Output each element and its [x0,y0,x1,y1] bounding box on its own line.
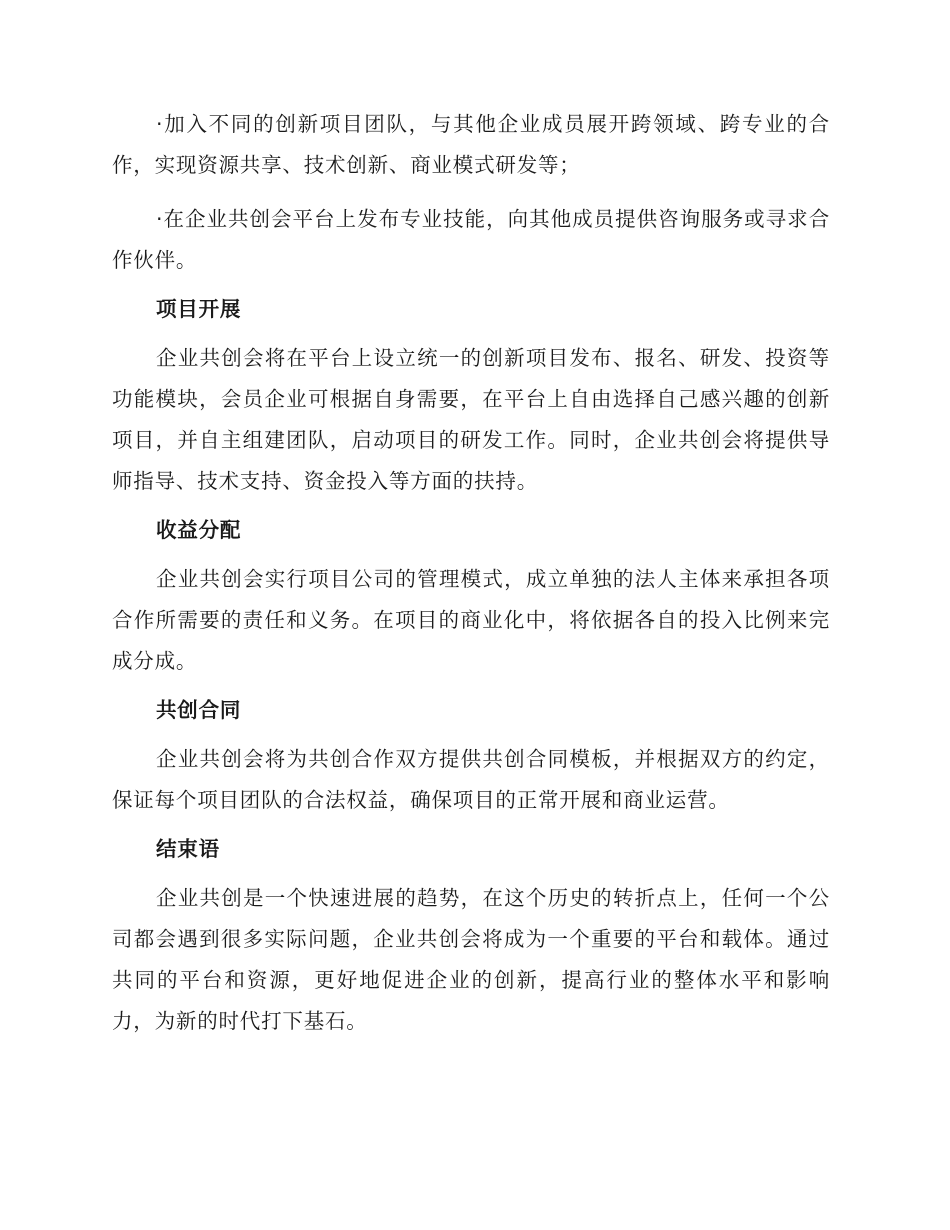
bullet-paragraph: ·加入不同的创新项目团队，与其他企业成员展开跨领域、跨专业的合作，实现资源共享、技术创新、商业模式研发等； [112,112,830,177]
section-heading: 共创合同 [156,698,242,722]
section-body: 企业共创是一个快速进展的趋势，在这个历史的转折点上，任何一个公司都会遇到很多实际问题，企业共创会将成为一个重要的平台和载体。通过共同的平台和资源，更好地促进企业的创新，提高行业的整体水平和影响力，为新的时代打下基石。 [112,886,830,1033]
section-heading: 结束语 [156,837,220,861]
bullet-paragraph: ·在企业共创会平台上发布专业技能，向其他成员提供咨询服务或寻求合作伙伴。 [112,207,830,272]
section-body: 企业共创会实行项目公司的管理模式，成立单独的法人主体来承担各项合作所需要的责任和义务。在项目的商业化中，将依据各自的投入比例来完成分成。 [112,567,830,673]
section-heading: 项目开展 [156,297,242,321]
section-heading: 收益分配 [156,518,242,542]
document-page [112,104,830,1042]
section-body: 企业共创会将为共创合作双方提供共创合同模板，并根据双方的约定，保证每个项目团队的合法权益，确保项目的正常开展和商业运营。 [112,747,830,812]
section-body: 企业共创会将在平台上设立统一的创新项目发布、报名、研发、投资等功能模块，会员企业可根据自身需要，在平台上自由选择自己感兴趣的创新项目，并自主组建团队，启动项目的研发工作。同时，企业共创会将提供导师指导、技术支持、资金投入等方面的扶持。 [112,346,830,493]
